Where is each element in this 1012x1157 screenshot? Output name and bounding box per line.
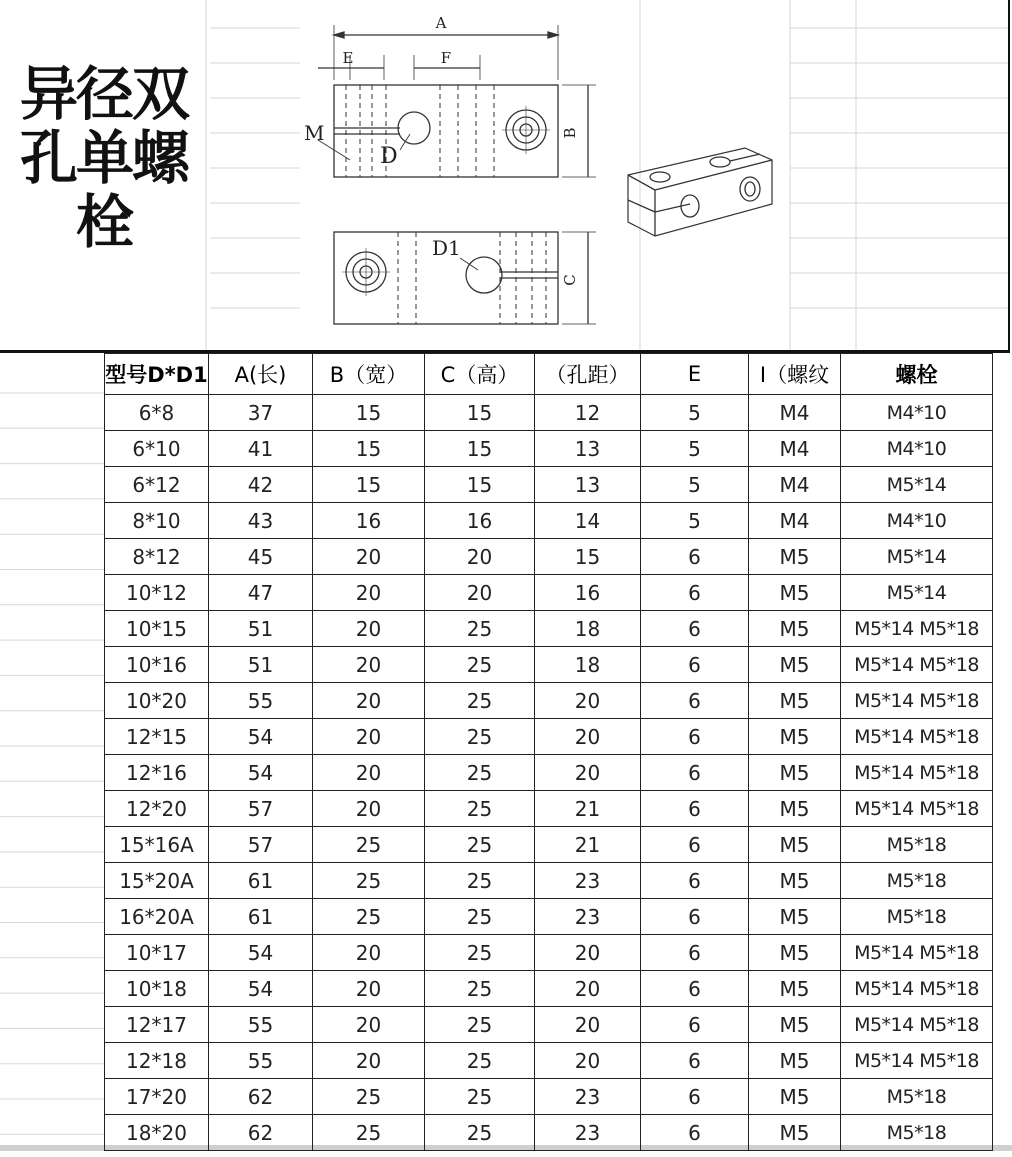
cell-length: 51 — [209, 611, 313, 647]
cell-thread: M5 — [749, 827, 841, 863]
cell-bolt: M5*14 M5*18 — [841, 719, 993, 755]
cell-length: 51 — [209, 647, 313, 683]
cell-height: 20 — [425, 575, 535, 611]
cell-model: 10*18 — [105, 971, 209, 1007]
header-length: A(长) — [209, 354, 313, 395]
cell-e: 6 — [641, 827, 749, 863]
cell-thread: M5 — [749, 755, 841, 791]
cell-length: 62 — [209, 1079, 313, 1115]
cell-thread: M5 — [749, 863, 841, 899]
cell-width: 25 — [313, 863, 425, 899]
cell-height: 15 — [425, 467, 535, 503]
cell-thread: M5 — [749, 575, 841, 611]
cell-model: 15*20A — [105, 863, 209, 899]
cell-hole-spacing: 20 — [535, 1007, 641, 1043]
cell-width: 25 — [313, 1079, 425, 1115]
cell-bolt: M5*14 M5*18 — [841, 971, 993, 1007]
cell-bolt: M5*14 — [841, 539, 993, 575]
cell-width: 20 — [313, 647, 425, 683]
cell-hole-spacing: 23 — [535, 899, 641, 935]
cell-e: 6 — [641, 611, 749, 647]
cell-thread: M4 — [749, 395, 841, 431]
cell-height: 25 — [425, 611, 535, 647]
title-line-3: 栓 — [75, 188, 132, 256]
cell-height: 25 — [425, 827, 535, 863]
cell-width: 25 — [313, 827, 425, 863]
cell-width: 20 — [313, 1007, 425, 1043]
cell-width: 20 — [313, 683, 425, 719]
cell-length: 47 — [209, 575, 313, 611]
dim-label-d1: D1 — [432, 236, 461, 260]
table-row — [105, 539, 993, 575]
cell-bolt: M5*14 M5*18 — [841, 935, 993, 971]
cell-e: 6 — [641, 791, 749, 827]
cell-thread: M5 — [749, 1079, 841, 1115]
cell-length: 55 — [209, 1043, 313, 1079]
cell-hole-spacing: 21 — [535, 827, 641, 863]
cell-length: 43 — [209, 503, 313, 539]
cell-hole-spacing: 23 — [535, 1079, 641, 1115]
cell-width: 20 — [313, 755, 425, 791]
table-row — [105, 503, 993, 539]
cell-thread: M5 — [749, 647, 841, 683]
cell-e: 6 — [641, 1007, 749, 1043]
cell-width: 15 — [313, 395, 425, 431]
cell-model: 10*20 — [105, 683, 209, 719]
table-row — [105, 899, 993, 935]
cell-width: 20 — [313, 791, 425, 827]
cell-thread: M5 — [749, 539, 841, 575]
cell-model: 10*16 — [105, 647, 209, 683]
table-row — [105, 1079, 993, 1115]
cell-bolt: M5*14 — [841, 575, 993, 611]
cell-height: 25 — [425, 791, 535, 827]
cell-hole-spacing: 20 — [535, 1043, 641, 1079]
dim-label-d: D — [380, 144, 398, 169]
cell-bolt: M5*14 M5*18 — [841, 755, 993, 791]
cell-length: 37 — [209, 395, 313, 431]
title-line-2: 孔单螺 — [19, 124, 188, 192]
table-row — [105, 1007, 993, 1043]
cell-e: 6 — [641, 899, 749, 935]
dim-label-f: F — [440, 49, 452, 67]
cell-e: 6 — [641, 575, 749, 611]
cell-length: 57 — [209, 827, 313, 863]
cell-length: 54 — [209, 755, 313, 791]
table-row — [105, 827, 993, 863]
header-hole-spacing: （孔距） — [535, 354, 641, 395]
cell-thread: M5 — [749, 719, 841, 755]
cell-thread: M5 — [749, 1115, 841, 1151]
table-header-row — [105, 354, 993, 395]
dim-label-c: C — [561, 274, 579, 286]
table-row — [105, 395, 993, 431]
cell-bolt: M5*14 M5*18 — [841, 683, 993, 719]
cell-hole-spacing: 14 — [535, 503, 641, 539]
table-row — [105, 791, 993, 827]
table-row — [105, 1043, 993, 1079]
cell-bolt: M5*18 — [841, 1115, 993, 1151]
cell-length: 54 — [209, 971, 313, 1007]
cell-length: 61 — [209, 863, 313, 899]
cell-hole-spacing: 18 — [535, 647, 641, 683]
dim-label-b: B — [561, 127, 579, 139]
cell-hole-spacing: 20 — [535, 971, 641, 1007]
cell-height: 25 — [425, 971, 535, 1007]
cell-thread: M4 — [749, 431, 841, 467]
cell-model: 10*17 — [105, 935, 209, 971]
cell-e: 6 — [641, 1079, 749, 1115]
cell-hole-spacing: 16 — [535, 575, 641, 611]
cell-model: 17*20 — [105, 1079, 209, 1115]
cell-width: 20 — [313, 611, 425, 647]
cell-model: 6*12 — [105, 467, 209, 503]
dim-label-a: A — [435, 14, 447, 32]
cell-height: 25 — [425, 1079, 535, 1115]
cell-hole-spacing: 23 — [535, 1115, 641, 1151]
technical-drawing — [300, 10, 800, 330]
dim-label-m: M — [304, 121, 325, 145]
title-line-1: 异径双 — [19, 60, 188, 128]
cell-thread: M4 — [749, 503, 841, 539]
cell-hole-spacing: 20 — [535, 683, 641, 719]
cell-hole-spacing: 20 — [535, 755, 641, 791]
cell-bolt: M4*10 — [841, 431, 993, 467]
cell-model: 12*16 — [105, 755, 209, 791]
cell-thread: M5 — [749, 1043, 841, 1079]
cell-width: 15 — [313, 467, 425, 503]
cell-width: 20 — [313, 575, 425, 611]
cell-model: 10*15 — [105, 611, 209, 647]
cell-bolt: M5*14 M5*18 — [841, 1043, 993, 1079]
cell-e: 5 — [641, 395, 749, 431]
cell-height: 25 — [425, 755, 535, 791]
cell-bolt: M5*18 — [841, 899, 993, 935]
cell-thread: M4 — [749, 467, 841, 503]
cell-height: 25 — [425, 719, 535, 755]
table-row — [105, 467, 993, 503]
cell-model: 18*20 — [105, 1115, 209, 1151]
cell-thread: M5 — [749, 935, 841, 971]
table-row — [105, 575, 993, 611]
cell-e: 6 — [641, 647, 749, 683]
cell-width: 25 — [313, 899, 425, 935]
header-area — [0, 0, 1010, 353]
cell-e: 6 — [641, 755, 749, 791]
cell-length: 41 — [209, 431, 313, 467]
cell-thread: M5 — [749, 611, 841, 647]
cell-hole-spacing: 23 — [535, 863, 641, 899]
cell-bolt: M5*14 M5*18 — [841, 1007, 993, 1043]
table-row — [105, 755, 993, 791]
cell-e: 6 — [641, 863, 749, 899]
table-row — [105, 431, 993, 467]
cell-height: 25 — [425, 1007, 535, 1043]
cell-hole-spacing: 12 — [535, 395, 641, 431]
cell-e: 5 — [641, 467, 749, 503]
cell-height: 25 — [425, 647, 535, 683]
cell-height: 25 — [425, 1043, 535, 1079]
cell-e: 6 — [641, 1043, 749, 1079]
cell-e: 6 — [641, 539, 749, 575]
header-width: B（宽） — [313, 354, 425, 395]
cell-length: 55 — [209, 1007, 313, 1043]
cell-length: 54 — [209, 935, 313, 971]
header-thread: I（螺纹 — [749, 354, 841, 395]
cell-height: 15 — [425, 431, 535, 467]
cell-bolt: M4*10 — [841, 395, 993, 431]
cell-hole-spacing: 20 — [535, 935, 641, 971]
table-row — [105, 647, 993, 683]
cell-model: 6*8 — [105, 395, 209, 431]
header-bolt: 螺栓 — [841, 354, 993, 395]
cell-hole-spacing: 20 — [535, 719, 641, 755]
cell-model: 12*20 — [105, 791, 209, 827]
cell-width: 15 — [313, 431, 425, 467]
cell-e: 6 — [641, 683, 749, 719]
cell-hole-spacing: 21 — [535, 791, 641, 827]
cell-width: 20 — [313, 539, 425, 575]
cell-height: 25 — [425, 863, 535, 899]
table-row — [105, 611, 993, 647]
cell-height: 25 — [425, 935, 535, 971]
cell-width: 20 — [313, 719, 425, 755]
header-e: E — [641, 354, 749, 395]
cell-length: 54 — [209, 719, 313, 755]
cell-bolt: M5*14 M5*18 — [841, 647, 993, 683]
cell-bolt: M5*18 — [841, 827, 993, 863]
cell-bolt: M5*18 — [841, 863, 993, 899]
dim-label-e: E — [342, 49, 354, 67]
header-model: 型号D*D1 — [105, 354, 209, 395]
cell-e: 5 — [641, 431, 749, 467]
cell-e: 6 — [641, 1115, 749, 1151]
table-body — [105, 395, 993, 1151]
cell-length: 62 — [209, 1115, 313, 1151]
cell-thread: M5 — [749, 683, 841, 719]
product-title — [4, 62, 204, 254]
cell-model: 15*16A — [105, 827, 209, 863]
cell-length: 55 — [209, 683, 313, 719]
table-row — [105, 683, 993, 719]
cell-length: 45 — [209, 539, 313, 575]
cell-e: 6 — [641, 971, 749, 1007]
table-row — [105, 719, 993, 755]
cell-model: 12*15 — [105, 719, 209, 755]
cell-model: 10*12 — [105, 575, 209, 611]
table-row — [105, 935, 993, 971]
cell-length: 57 — [209, 791, 313, 827]
cell-bolt: M5*14 M5*18 — [841, 791, 993, 827]
cell-model: 12*18 — [105, 1043, 209, 1079]
cell-hole-spacing: 15 — [535, 539, 641, 575]
cell-width: 20 — [313, 1043, 425, 1079]
cell-height: 16 — [425, 503, 535, 539]
cell-length: 42 — [209, 467, 313, 503]
cell-e: 5 — [641, 503, 749, 539]
cell-e: 6 — [641, 935, 749, 971]
cell-height: 15 — [425, 395, 535, 431]
cell-width: 16 — [313, 503, 425, 539]
cell-bolt: M4*10 — [841, 503, 993, 539]
cell-bolt: M5*14 M5*18 — [841, 611, 993, 647]
cell-model: 12*17 — [105, 1007, 209, 1043]
cell-width: 20 — [313, 971, 425, 1007]
cell-length: 61 — [209, 899, 313, 935]
cell-thread: M5 — [749, 971, 841, 1007]
cell-hole-spacing: 18 — [535, 611, 641, 647]
header-height: C（高） — [425, 354, 535, 395]
cell-height: 25 — [425, 683, 535, 719]
cell-bolt: M5*14 — [841, 467, 993, 503]
spec-table — [104, 353, 993, 1151]
cell-height: 25 — [425, 899, 535, 935]
cell-width: 25 — [313, 1115, 425, 1151]
cell-height: 25 — [425, 1115, 535, 1151]
cell-model: 16*20A — [105, 899, 209, 935]
cell-thread: M5 — [749, 1007, 841, 1043]
cell-thread: M5 — [749, 899, 841, 935]
cell-hole-spacing: 13 — [535, 431, 641, 467]
cell-width: 20 — [313, 935, 425, 971]
cell-model: 8*10 — [105, 503, 209, 539]
cell-thread: M5 — [749, 791, 841, 827]
table-row — [105, 1115, 993, 1151]
cell-hole-spacing: 13 — [535, 467, 641, 503]
table-row — [105, 863, 993, 899]
cell-model: 8*12 — [105, 539, 209, 575]
cell-e: 6 — [641, 719, 749, 755]
table-row — [105, 971, 993, 1007]
cell-bolt: M5*18 — [841, 1079, 993, 1115]
cell-model: 6*10 — [105, 431, 209, 467]
cell-height: 20 — [425, 539, 535, 575]
